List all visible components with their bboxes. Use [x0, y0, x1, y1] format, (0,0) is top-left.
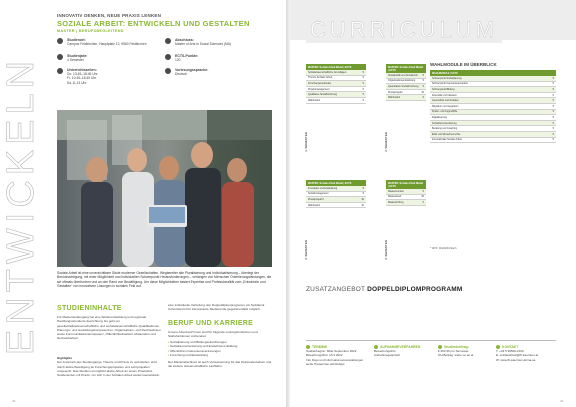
list-item: ▪ Sozialraumorientierung und Erwachsenenbildung: [168, 344, 272, 348]
fact-sprache: Vorlesungssprache: Deutsch: [165, 68, 270, 76]
kosten-block: Studienbeitrag: € 363,36 pro Semester ÖH-Beitrag: siehe oe.ac.at: [438, 345, 474, 358]
clock-icon: [57, 68, 63, 74]
list-item: ▪ Sozialplanung und Bildungseinrichtungen: [168, 340, 272, 344]
semester-2-table: [386, 64, 426, 101]
curriculum-title: CURRICULUM: [306, 17, 502, 43]
table-row: Forschungsmethoden 5: [308, 81, 364, 85]
semester-3-table: [306, 180, 366, 208]
page-number-right: 41: [560, 399, 564, 403]
graduation-icon: [165, 38, 171, 44]
semester-1-table: [306, 64, 366, 104]
beruf-list: [168, 340, 272, 357]
table-row: Schwerpunkt Sozialplanung 5: [432, 76, 554, 80]
table-row: Wahlmodul 5: [388, 96, 424, 100]
table-row: Gesundheit und Soziales 5: [432, 99, 554, 103]
table-row: Internationale Soziale Arbeit 5: [432, 138, 554, 142]
table-row: Sozialwissenschaftliche Grundlagen 5: [308, 70, 364, 74]
table-header: WAHLMODULE | ECTS: [430, 70, 556, 76]
table-row: Organisationsentwicklung 5: [388, 79, 424, 83]
table-row: Qualitative Sozialforschung 5: [308, 93, 364, 97]
table-row: Masterarbeit 20: [388, 195, 424, 199]
zusatzangebot-heading: ZUSATZANGEBOT DOPPELDIPLOMPROGRAMM: [306, 286, 463, 293]
table-row: Innovation und Entwicklung 5: [308, 186, 364, 190]
aufnahme-block: AUFNAHMEVERFAHREN Bewerbungsfrist Aufnahmegespräch: [374, 345, 421, 358]
table-row: Masterprüfung 5: [388, 200, 424, 204]
table-row: Wahlmodul 5: [308, 98, 364, 102]
table-row: Schwerpunkt Bildung 5: [432, 87, 554, 91]
table-row: Projektmanagement 5: [308, 87, 364, 91]
fact-box: [57, 38, 272, 105]
beruf-heading: BERUF UND KARRIERE: [168, 320, 254, 327]
group-photo: [57, 110, 272, 267]
table-row: Beratung und Coaching 5: [432, 127, 554, 131]
table-row: Quantitative Sozialforschung 5: [388, 84, 424, 88]
location-icon: [57, 38, 63, 44]
table-row: Praxisprojekt I 10: [388, 90, 424, 94]
wahlmodule-footnote: * WPF: Wahlpflichtfach: [430, 247, 457, 250]
left-page: [0, 0, 286, 407]
table-row: Sozialraumorientierung 5: [432, 121, 554, 125]
fact-studienort: Studienort: Campus Feldkirchen, Hauptplatz 12, 9560 Feldkirchen: [57, 38, 157, 46]
table-header: MASTER: Soziale Arbeit Modul | ECTS: [386, 64, 426, 73]
fact-studienjahr: Studienjahr: 4 Semester: [57, 54, 157, 62]
table-row: Migration und Integration 5: [432, 104, 554, 108]
table-header: MASTER: Soziale Arbeit Modul | ECTS: [306, 180, 366, 186]
table-row: Schwerpunkt Gemeinwesenarbeit 5: [432, 82, 554, 86]
kicker-line: INNOVATIV DENKEN, NEUE PRAXIS LENKEN: [57, 13, 162, 18]
fact-ects: ECTS-Punkte: 120: [165, 54, 270, 62]
table-row: Sozialpolitik und Sozialrecht 5: [388, 73, 424, 77]
semester-label: 2. SEMESTER: [383, 132, 388, 152]
table-row: Sozialmanagement 5: [308, 192, 364, 196]
table-row: Masterseminar 5: [388, 189, 424, 193]
highlights-text: Der Anspruch des Studiengangs, Theorie und Praxis zu verknüpfen, wird durch aktive Beteiligung an Forschungsprojekten und Lehrprojekten umgesetzt. Das Studium ermöglicht aktive Arbeit an einem Praxisfeld, Studierenden mit Praxis, um sich in der Sozialen Arbeit weiterzuentwickeln.: [57, 360, 161, 378]
speech-icon: [165, 68, 171, 74]
students-photo-illustration: [57, 110, 272, 267]
kontakt-block: KONTAKT T: +43 5 90500-2100 E: sozialearbeit@fh-kaernten.at W: www.fh-kaernten.at/ma-sa: [496, 345, 539, 362]
table-row: Diversität und Inklusion 5: [432, 93, 554, 97]
highlights-block: [57, 356, 161, 377]
studieninhalte-heading: STUDIENINHALTE: [57, 305, 122, 312]
page-number-left: 40: [12, 399, 16, 403]
page-subhead: MASTER | BERUFSBEGLEITEND: [57, 29, 124, 33]
table-row: Ethik und Menschenrechte 5: [432, 132, 554, 136]
semester-label: 1. SEMESTER: [303, 132, 308, 152]
fact-unterrichtszeiten: Unterrichtszeiten: Do. 13:45–18:45 Uhr Fr. 10:45–18:45 Uhr Sa. 8–13 Uhr: [57, 68, 157, 85]
wahlmodule-heading: WAHLMODULE IM ÜBERBLICK: [430, 62, 497, 67]
ects-icon: [165, 54, 171, 60]
table-row: Theorie Sozialer Arbeit 5: [308, 76, 364, 80]
beruf-text: Unsere Absolvent*innen sind für folgende Leitungsfunktionen und Stabsfunktionen vorbereitet:: [168, 330, 258, 339]
table-header: MASTER: Soziale Arbeit Modul | ECTS: [386, 180, 426, 189]
semester-label: 4. SEMESTER: [383, 240, 388, 260]
info-footer: [306, 340, 556, 396]
semester-label: 3. SEMESTER: [303, 240, 308, 260]
doppeldiplom-note: eine individuelle Vertiefung. Ein Doppeldiplomprogramm mit Syddansk Universitet ist für interessierte Studierende gegebenenfalls möglich.: [168, 303, 265, 312]
table-row: Kinder- und Jugendhilfe 5: [432, 110, 554, 114]
termine-block: TERMINE Studienbeginn: Mitte September 2022 Bewerbungsfrist: 15.4.2022 Info Days und Informationsveranstaltungen siehe fh-kaernten.at/infodays: [306, 345, 364, 366]
table-row: Digitalisierung 5: [432, 115, 554, 119]
table-header: MASTER: Soziale Arbeit Modul | ECTS: [306, 64, 366, 70]
studieninhalte-text: Für Masterstudiengang hat eine Weiterentwicklung und regionale Handlungsorientierte Ausrichtung. Es geht um gesellschaftswissenschaftliche und sozialwissenschaftliche Qualifikationen, Planungs- und Gestaltungskompetenzen, Organisations- und Rechtswissen sowie Kommunikationskompetenz, Öffentlichkeitsarbeit, Moderation und Netzwerkarbeit.: [57, 315, 161, 341]
fact-abschluss: Abschluss: Master of Arts in Social Sciences (MA): [165, 38, 270, 46]
highlights-heading: Highlights: [57, 356, 73, 360]
table-row: Praxisprojekt II 10: [308, 197, 364, 201]
list-item: ▪ Öffentlichen Interessensvertretungen: [168, 349, 272, 353]
wahlmodule-table: [430, 70, 556, 143]
page-headline: SOZIALE ARBEIT: ENTWICKELN UND GESTALTEN: [57, 19, 250, 28]
semester-4-table: [386, 180, 426, 206]
intro-paragraph: Soziale Arbeit ist eine unverzichtbare Säule moderner Gesellschaften. Wegbereiter alle Pluralisierung und Individualisierung – überlegt der Berücksichtigung, mit einer Möglichkeit und individuellen Schwerpunkt Herausforderungen – verlangen von Menschen Orientierungsleistungen, die sie oftmals überfordern und an den Rand von Bewältigung. Um diese Möglichkeiten basiert Expertise und Professionalität zum „Entwickeln und Gestalten“ von innovativen Lösungen in sozialen Feld auf.: [57, 271, 272, 289]
list-item: ▪ Forschung und Entwicklung: [168, 353, 272, 357]
beruf-text-2: Der Masterabschluss ist auch Voraussetzung für das Doktoratsstudium und die weitere wissenschaftliche Laufbahn.: [168, 360, 272, 369]
table-row: Wahlmodul 10: [308, 203, 364, 207]
book-spine: [286, 0, 290, 407]
vertical-word: ENTWICKELN: [0, 55, 43, 355]
calendar-icon: [57, 54, 63, 60]
